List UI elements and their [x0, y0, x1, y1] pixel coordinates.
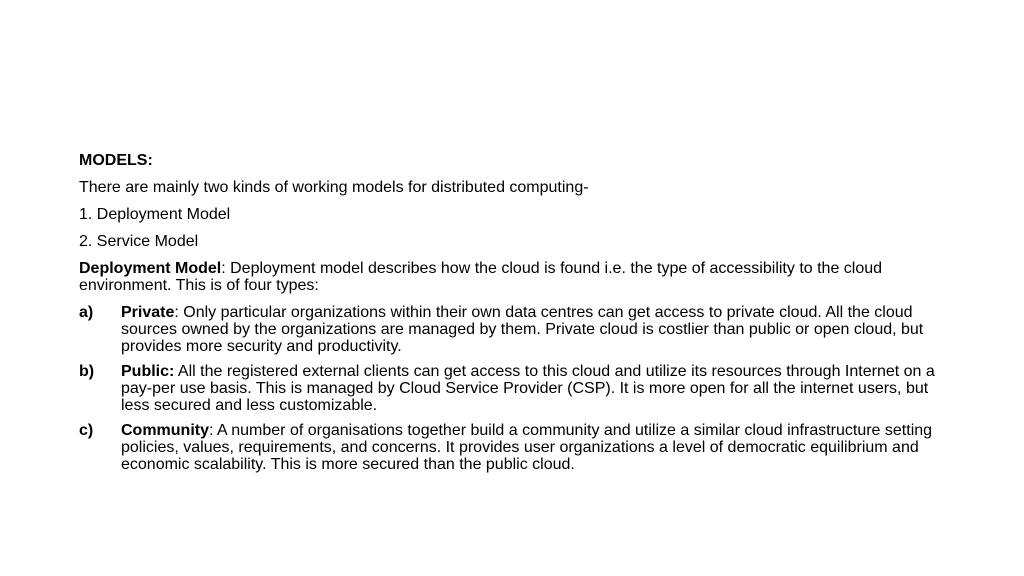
slide-content: [79, 152, 949, 481]
list-item-public: [79, 363, 949, 414]
list-item-community: [79, 422, 949, 473]
list-item-text: Private: Only particular organizations within their own data centres can get access to private cloud. All the cloud sources owned by the organizations are managed by them. Private cloud is costlier than public or open cloud, but provides more security and productivity.: [121, 304, 924, 355]
list-marker: b): [79, 363, 95, 380]
deployment-model-description: [79, 260, 949, 294]
list-item-text: Community: A number of organisations together build a community and utilize a similar cloud infrastructure setting policies, values, requirements, and concerns. It provides user organizations a level of democratic equilibrium and economic scalability. This is more secured than the public cloud.: [121, 422, 933, 473]
model-item-deployment: 1. Deployment Model: [79, 206, 231, 223]
models-heading: MODELS:: [79, 152, 153, 169]
model-item-service: 2. Service Model: [79, 233, 199, 250]
list-item-term: Private: [121, 304, 175, 321]
list-item-text: Public: All the registered external clients can get access to this cloud and utilize its resources through Internet on a pay-per use basis. This is managed by Cloud Service Provider (CSP). It is more open for all the internet users, but less secured and less customizable.: [121, 363, 935, 414]
intro-text: There are mainly two kinds of working models for distributed computing-: [79, 179, 589, 196]
list-marker: c): [79, 422, 94, 439]
list-item-term: Public:: [121, 363, 175, 380]
deployment-model-term: Deployment Model: [79, 260, 222, 277]
deployment-model-text: : Deployment model describes how the cloud is found i.e. the type of accessibility to the cloud environment. This is of four types:: [79, 260, 883, 294]
list-item-private: [79, 304, 949, 355]
list-marker: a): [79, 304, 94, 321]
list-item-term: Community: [121, 422, 209, 439]
